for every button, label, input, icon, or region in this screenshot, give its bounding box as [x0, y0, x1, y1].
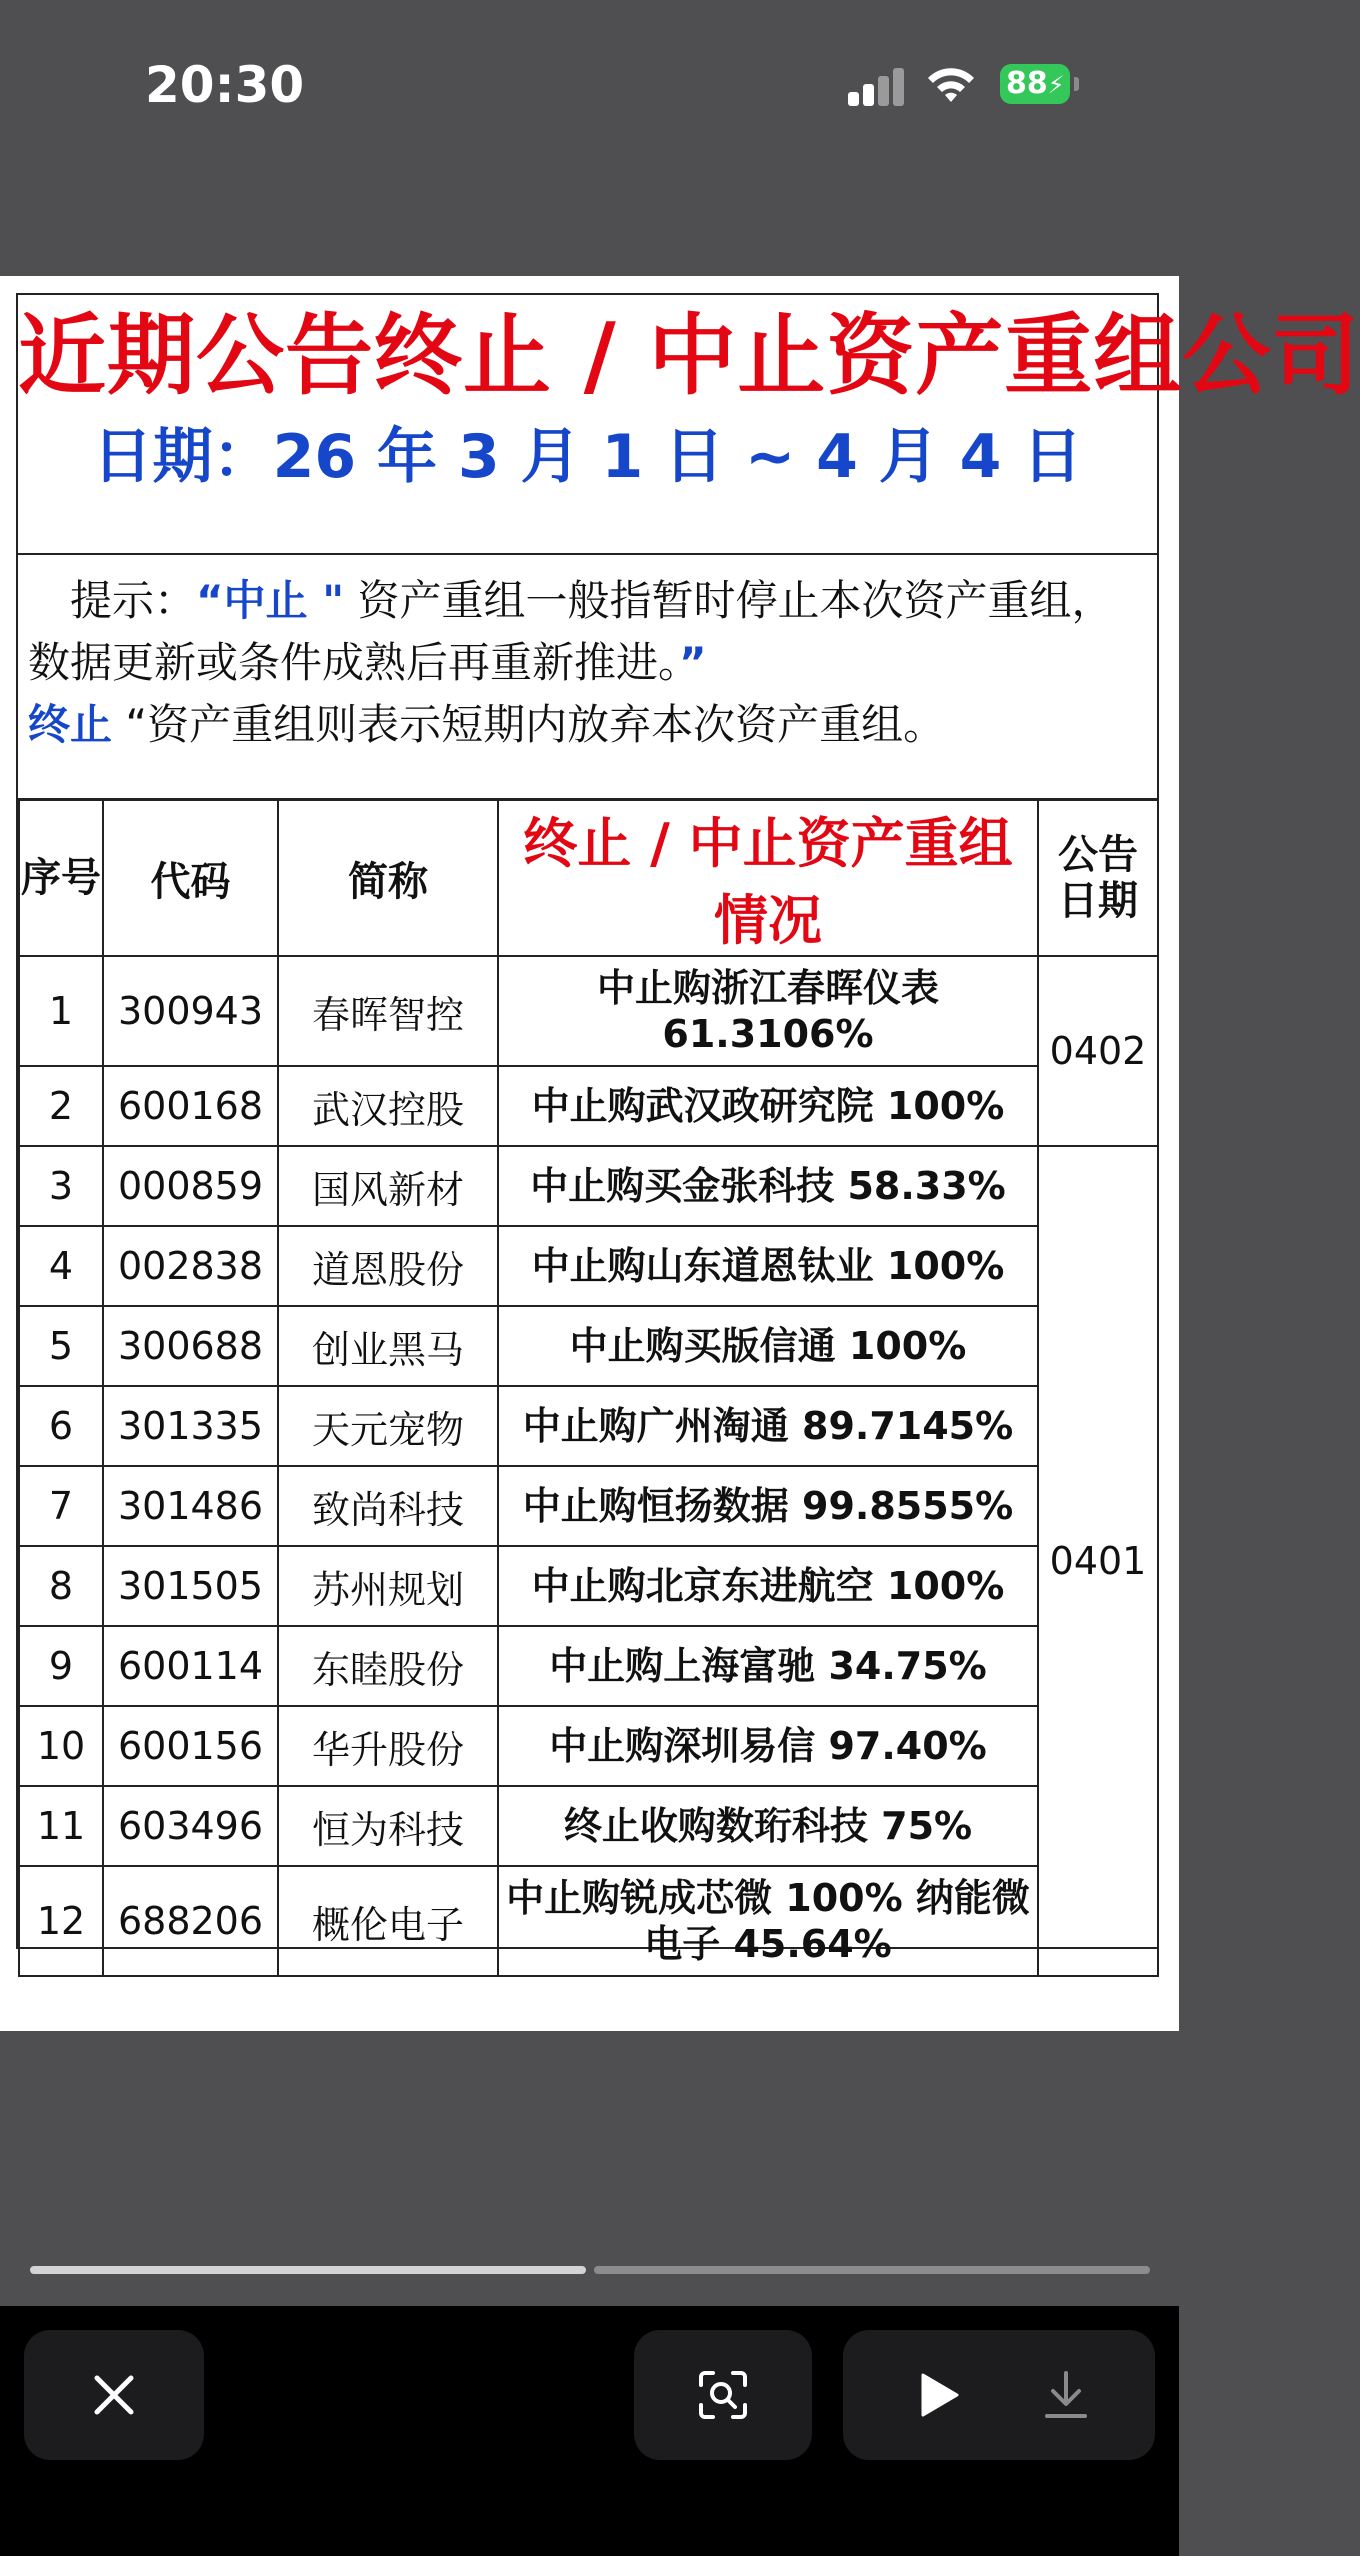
close-button[interactable] — [24, 2330, 204, 2460]
battery-level: 88 — [1006, 66, 1048, 101]
row-code: 600114 — [103, 1626, 278, 1706]
poster — [16, 293, 1360, 1966]
row-code: 600168 — [103, 1066, 278, 1146]
row-deal: 中止购买版信通 100% — [498, 1306, 1038, 1386]
row-index: 3 — [19, 1146, 103, 1226]
row-code: 301505 — [103, 1546, 278, 1626]
table-row — [19, 956, 1158, 1066]
download-icon[interactable] — [1043, 2369, 1089, 2421]
row-index: 6 — [19, 1386, 103, 1466]
row-deal: 中止购锐成芯微 100% 纳能微电子 45.64% — [498, 1866, 1038, 1976]
row-code: 603496 — [103, 1786, 278, 1866]
row-name: 恒为科技 — [278, 1786, 498, 1866]
poster-title: 近期公告终止 / 中止资产重组公司 — [18, 304, 1360, 407]
row-deal: 中止购广州淘通 89.7145% — [498, 1386, 1038, 1466]
table-row — [19, 1386, 1158, 1466]
row-name: 概伦电子 — [278, 1866, 498, 1976]
row-deal: 中止购山东道恩钛业 100% — [498, 1226, 1038, 1306]
viewer-toolbar — [0, 2306, 1179, 2556]
row-index: 12 — [19, 1866, 103, 1976]
table-row — [19, 1146, 1158, 1226]
table-row — [19, 1866, 1158, 1976]
note-part1: 资产重组一般指暂时停止本次资产重组，数据更新或条件成熟后再重新推进。 — [28, 576, 1114, 687]
row-code: 300943 — [103, 956, 278, 1066]
header-index: 序号 — [19, 800, 103, 956]
row-deal: 终止收购数珩科技 75% — [498, 1786, 1038, 1866]
row-name: 武汉控股 — [278, 1066, 498, 1146]
battery-cap — [1074, 77, 1079, 91]
row-index: 10 — [19, 1706, 103, 1786]
photo-viewer-image[interactable] — [0, 276, 1360, 2031]
row-deal: 中止购武汉政研究院 100% — [498, 1066, 1038, 1146]
header-name: 简称 — [278, 800, 498, 956]
row-code: 000859 — [103, 1146, 278, 1226]
row-name: 天元宠物 — [278, 1386, 498, 1466]
note-term-terminate: 终止 — [28, 700, 113, 749]
table-row — [19, 1706, 1158, 1786]
row-deal: 中止购深圳易信 97.40% — [498, 1706, 1038, 1786]
header-situation: 终止 / 中止资产重组情况 — [498, 800, 1038, 956]
scrubber-track[interactable] — [594, 2266, 1150, 2274]
note-part2: “资产重组则表示短期内放弃本次资产重组。 — [112, 700, 946, 749]
row-index: 8 — [19, 1546, 103, 1626]
note-prefix: 提示： — [28, 576, 197, 625]
scrubber-progress[interactable] — [30, 2266, 586, 2274]
row-code: 688206 — [103, 1866, 278, 1976]
media-controls — [843, 2330, 1155, 2460]
note-term-suspend: “中止 " — [196, 576, 345, 625]
status-time: 20:30 — [145, 56, 305, 114]
close-icon — [91, 2372, 137, 2418]
row-deal: 中止购北京东进航空 100% — [498, 1546, 1038, 1626]
row-name: 春晖智控 — [278, 956, 498, 1066]
cellular-signal-icon — [848, 66, 904, 106]
play-icon[interactable] — [917, 2371, 961, 2419]
row-index: 4 — [19, 1226, 103, 1306]
row-code: 301486 — [103, 1466, 278, 1546]
table-row — [19, 1626, 1158, 1706]
row-name: 道恩股份 — [278, 1226, 498, 1306]
row-deal: 中止购恒扬数据 99.8555% — [498, 1466, 1038, 1546]
row-name: 创业黑马 — [278, 1306, 498, 1386]
row-name: 致尚科技 — [278, 1466, 498, 1546]
row-name: 华升股份 — [278, 1706, 498, 1786]
row-index: 1 — [19, 956, 103, 1066]
status-bar — [0, 0, 1179, 175]
row-date: 0401 — [1038, 1146, 1158, 1976]
row-name: 苏州规划 — [278, 1546, 498, 1626]
battery-charging-icon: 88⚡ — [1000, 64, 1070, 104]
row-name: 东睦股份 — [278, 1626, 498, 1706]
visual-lookup-button[interactable] — [634, 2330, 812, 2460]
table-row — [19, 1066, 1158, 1146]
row-code: 301335 — [103, 1386, 278, 1466]
row-index: 9 — [19, 1626, 103, 1706]
header-code: 代码 — [103, 800, 278, 956]
row-index: 5 — [19, 1306, 103, 1386]
row-index: 11 — [19, 1786, 103, 1866]
table-row — [19, 1226, 1158, 1306]
visual-lookup-icon — [697, 2369, 749, 2421]
row-index: 2 — [19, 1066, 103, 1146]
row-name: 国风新材 — [278, 1146, 498, 1226]
header-date: 公告日期 — [1038, 800, 1158, 956]
restructuring-table — [18, 799, 1159, 1977]
table-row — [19, 1306, 1158, 1386]
wifi-icon — [925, 62, 977, 106]
poster-note — [28, 570, 1148, 756]
row-deal: 中止购买金张科技 58.33% — [498, 1146, 1038, 1226]
row-deal: 中止购浙江春晖仪表 61.3106% — [498, 956, 1038, 1066]
row-code: 600156 — [103, 1706, 278, 1786]
divider — [18, 553, 1157, 555]
table-row — [19, 1466, 1158, 1546]
row-deal: 中止购上海富驰 34.75% — [498, 1626, 1038, 1706]
table-row — [19, 1546, 1158, 1626]
note-quote: ” — [679, 638, 707, 687]
table-row — [19, 1786, 1158, 1866]
row-date: 0402 — [1038, 956, 1158, 1146]
row-code: 002838 — [103, 1226, 278, 1306]
row-index: 7 — [19, 1466, 103, 1546]
table-header — [19, 800, 1158, 956]
row-code: 300688 — [103, 1306, 278, 1386]
poster-date: 日期：26 年 3 月 1 日 ~ 4 月 4 日 — [92, 422, 1083, 492]
